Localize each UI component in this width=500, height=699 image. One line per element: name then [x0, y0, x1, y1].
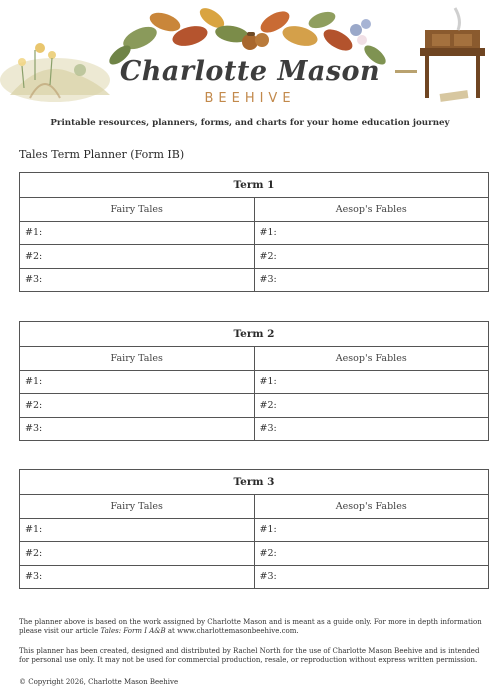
- table-row: [20, 370, 489, 394]
- table-row: [20, 221, 489, 245]
- footer-note-text-end: at www.charlottemasonbeehive.com.: [165, 627, 299, 636]
- fairy-tale-entry[interactable]: #2:: [20, 245, 255, 269]
- fable-entry[interactable]: #1:: [254, 370, 489, 394]
- fable-entry[interactable]: #2:: [254, 542, 489, 566]
- table-row: [20, 542, 489, 566]
- fairy-tale-entry[interactable]: #3:: [20, 417, 255, 441]
- fable-entry[interactable]: #3:: [254, 268, 489, 292]
- fable-entry[interactable]: #1:: [254, 221, 489, 245]
- article-link[interactable]: Tales: Form I A&B: [100, 627, 166, 636]
- writing-desk-illustration: [395, 8, 485, 102]
- page-title: Tales Term Planner (Form IB): [19, 148, 185, 161]
- fairy-tale-entry[interactable]: #1:: [20, 221, 255, 245]
- tagline: Printable resources, planners, forms, and charts for your home education journey: [50, 118, 450, 128]
- footer-copyright: © Copyright 2026, Charlotte Mason Beehive: [19, 678, 179, 686]
- brand-sub-logo: BEEHIVE: [204, 91, 296, 106]
- term-3-table: [19, 469, 489, 589]
- fable-entry[interactable]: #2:: [254, 394, 489, 418]
- column-header-fairy-tales: Fairy Tales: [20, 347, 255, 371]
- fairy-tale-entry[interactable]: #2:: [20, 394, 255, 418]
- table-row: [20, 245, 489, 269]
- fable-entry[interactable]: #3:: [254, 565, 489, 589]
- column-header-aesops-fables: Aesop's Fables: [254, 198, 489, 222]
- table-row: [20, 565, 489, 589]
- term-2-table: [19, 321, 489, 441]
- footer-note-text: The planner above is based on the work assigned by Charlotte Mason and is meant as a guide only. For more in depth information please visit our article: [19, 618, 482, 636]
- term-title: Term 1: [20, 173, 489, 198]
- footer-license: This planner has been created, designed and distributed by Rachel North for the use of Charlotte Mason Beehive and is intended for personal use only. It may not be used for commercial production, resale, or reproduction without express written permission.: [19, 647, 480, 665]
- fairy-tale-entry[interactable]: #3:: [20, 565, 255, 589]
- column-header-aesops-fables: Aesop's Fables: [254, 495, 489, 519]
- fable-entry[interactable]: #2:: [254, 245, 489, 269]
- column-header-fairy-tales: Fairy Tales: [20, 495, 255, 519]
- term-title: Term 2: [20, 322, 489, 347]
- fairy-tale-entry[interactable]: #2:: [20, 542, 255, 566]
- column-header-fairy-tales: Fairy Tales: [20, 198, 255, 222]
- term-title: Term 3: [20, 470, 489, 495]
- footer-note: [19, 618, 487, 637]
- term-1-table: [19, 172, 489, 292]
- table-row: [20, 518, 489, 542]
- fairy-tale-entry[interactable]: #1:: [20, 518, 255, 542]
- header-banner: [0, 0, 500, 112]
- fable-entry[interactable]: #1:: [254, 518, 489, 542]
- table-row: [20, 268, 489, 292]
- table-row: [20, 417, 489, 441]
- fable-entry[interactable]: #3:: [254, 417, 489, 441]
- table-row: [20, 394, 489, 418]
- fairy-tale-entry[interactable]: #3:: [20, 268, 255, 292]
- brand-script-logo: Charlotte Mason: [119, 56, 381, 87]
- fairy-tale-entry[interactable]: #1:: [20, 370, 255, 394]
- column-header-aesops-fables: Aesop's Fables: [254, 347, 489, 371]
